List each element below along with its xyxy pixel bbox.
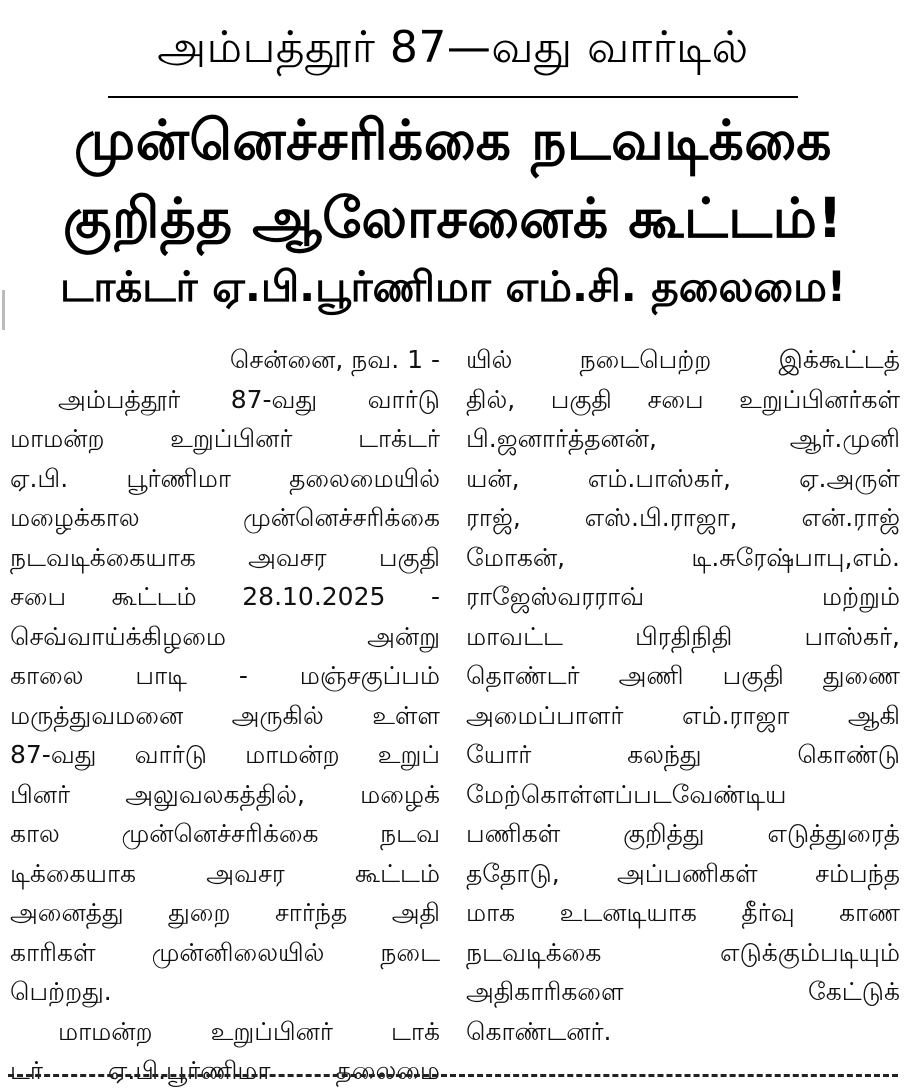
body-line: பெற்றது. xyxy=(10,977,112,1006)
body-line: ஏ.பி. பூர்ணிமா தலைமையில் xyxy=(10,463,440,493)
body-line: அனைத்து துறை சார்ந்த அதி xyxy=(10,898,440,927)
body-line: மாவட்ட பிரதிநிதி பாஸ்கர், xyxy=(466,621,900,651)
headline-divider xyxy=(108,96,798,98)
body-line: மாமன்ற உறுப்பினர் டாக் xyxy=(58,1016,440,1046)
body-line: ராஜ், எஸ்.பி.ராஜா, என்.ராஜ் xyxy=(466,503,900,532)
body-line: பணிகள் குறித்து எடுத்துரைத் xyxy=(466,819,900,848)
article-body-left-column xyxy=(10,340,440,1091)
body-line: யில் நடைபெற்ற இக்கூட்டத் xyxy=(466,345,900,374)
body-line: அமைப்பாளர் எம்.ராஜா ஆகி xyxy=(466,700,900,730)
body-line: ததோடு, அப்பணிகள் சம்பந்த xyxy=(466,858,900,888)
body-line: மோகன், டி.சுரேஷ்பாபு,எம். xyxy=(466,542,900,572)
headline-line-1: அம்பத்தூர் 87—வது வார்டில் xyxy=(157,22,749,73)
headline-line-4: டாக்டர் ஏ.பி.பூர்ணிமா எம்.சி. தலைமை! xyxy=(59,262,847,311)
body-line: கொண்டனர். xyxy=(466,1016,612,1046)
body-line: 87-வது வார்டு மாமன்ற உறுப் xyxy=(10,740,440,769)
body-line: மருத்துவமனை அருகில் உள்ள xyxy=(10,700,440,730)
body-line: நடவடிக்கை எடுக்கும்படியும் xyxy=(466,937,900,967)
body-line: யன், எம்.பாஸ்கர், ஏ.அருள் xyxy=(466,463,900,493)
body-line: டிக்கையாக அவசர கூட்டம் xyxy=(10,858,440,888)
headline-line-2: முன்னெச்சரிக்கை நடவடிக்கை xyxy=(74,108,832,172)
body-line: அம்பத்தூர் 87-வது வார்டு xyxy=(58,384,440,414)
article-body-right-column xyxy=(466,340,900,1051)
body-line: செவ்வாய்க்கிழமை அன்று xyxy=(10,621,440,651)
body-line: பினர் அலுவலகத்தில், மழைக் xyxy=(10,779,440,809)
body-line: காரிகள் முன்னிலையில் நடை xyxy=(10,937,440,967)
headline-line-3: குறித்த ஆலோசனைக் கூட்டம்! xyxy=(63,186,843,250)
body-line: தொண்டர் அணி பகுதி துணை xyxy=(466,661,900,690)
body-line: யோர் கலந்து கொண்டு xyxy=(466,740,900,769)
cut-line-divider xyxy=(8,1074,898,1077)
body-line: மழைக்கால முன்னெச்சரிக்கை xyxy=(10,503,440,532)
body-line: மேற்கொள்ளப்படவேண்டிய xyxy=(466,779,787,809)
body-line: தில், பகுதி சபை உறுப்பினர்கள் xyxy=(466,384,900,414)
body-line: நடவடிக்கையாக அவசர பகுதி xyxy=(10,542,440,572)
body-line: அதிகாரிகளை கேட்டுக் xyxy=(466,977,900,1006)
dateline: சென்னை, நவ. 1 - xyxy=(229,345,440,374)
body-line: ராஜேஸ்வரராவ் மற்றும் xyxy=(466,582,900,611)
body-line: சபை கூட்டம் 28.10.2025 - xyxy=(10,582,440,611)
body-line: காலை பாடி - மஞ்சகுப்பம் xyxy=(10,661,440,690)
body-line: பி.ஜனார்த்தனன், ஆர்.முனி xyxy=(466,424,900,453)
body-line: மாக உடனடியாக தீர்வு காண xyxy=(466,898,900,927)
body-line: டர் ஏ.பி.பூர்ணிமா தலைமை xyxy=(10,1056,440,1085)
body-line: கால முன்னெச்சரிக்கை நடவ xyxy=(10,819,440,848)
body-line: மாமன்ற உறுப்பினர் டாக்டர் xyxy=(10,424,440,453)
